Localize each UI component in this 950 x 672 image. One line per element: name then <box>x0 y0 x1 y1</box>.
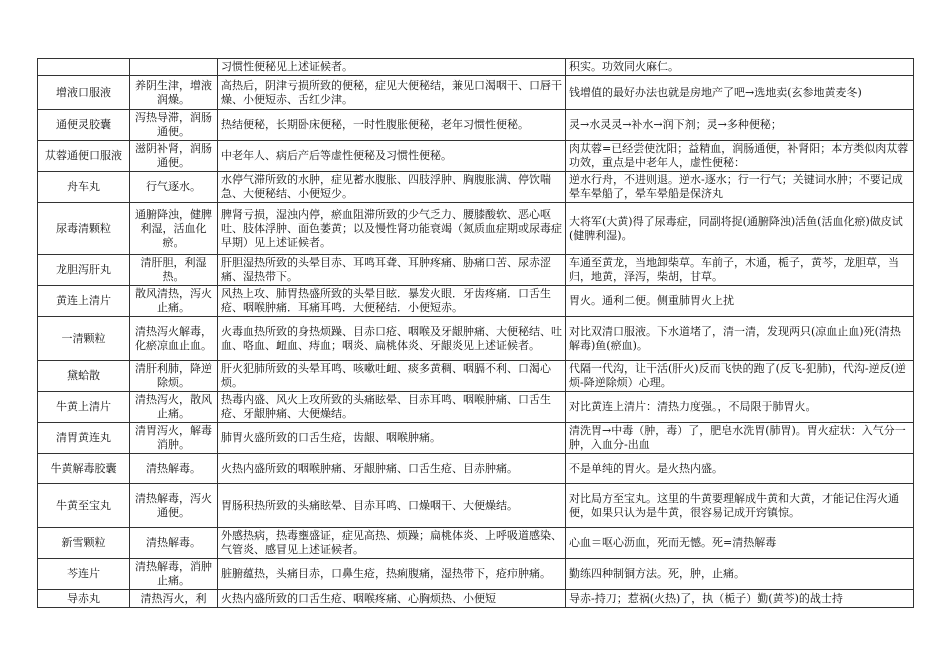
table-row <box>38 172 914 203</box>
function-cell: 清热泻火解毒，化瘀凉血止血。 <box>130 317 218 361</box>
medicine-table-sheet <box>37 58 913 608</box>
mnemonic-cell: 逆水行舟，不进则退。逆水-逐水；行一行气；关键词水肿；不要记成晕车晕船了，晕车晕船是保济丸 <box>566 172 914 203</box>
table-body <box>38 59 914 608</box>
mnemonic-cell: 灵→水灵灵→补水→润下剂；灵→多种便秘； <box>566 110 914 141</box>
drug-name-cell: 芩连片 <box>38 559 130 590</box>
table-row <box>38 317 914 361</box>
function-cell <box>130 59 218 76</box>
indication-cell: 脾肾亏损，湿浊内停，瘀血阻滞所致的少气乏力、腰膝酸软、恶心呕吐、肢体浮肿、面色萎黄；以及慢性肾功能衰竭（氮质血症期或尿毒症早期）见上述证候者。 <box>218 203 566 255</box>
function-cell: 清热泻火，散风止痛。 <box>130 392 218 423</box>
indication-cell: 胃肠积热所致的头痛眩晕、目赤耳鸣、口燥咽干、大便燥结。 <box>218 484 566 528</box>
table-row <box>38 590 914 608</box>
mnemonic-cell: 胃火。通利二便。侧重肺胃火上扰 <box>566 286 914 317</box>
drug-name-cell <box>38 59 130 76</box>
table-row <box>38 423 914 454</box>
indication-cell: 习惯性便秘见上述证候者。 <box>218 59 566 76</box>
function-cell: 清热解毒。 <box>130 528 218 559</box>
mnemonic-cell: 钱增值的最好办法也就是房地产了吧→选地卖(玄参地黄麦冬) <box>566 76 914 110</box>
indication-cell: 外感热病，热毒壅盛证，症见高热、烦躁；扁桃体炎、上呼吸道感染、气管炎、感冒见上述证候者。 <box>218 528 566 559</box>
indication-cell: 风热上攻、肺胃热盛所致的头晕目眩．暴发火眼．牙齿疼痛．口舌生疮、咽喉肿痛．耳痛耳鸣．大便秘结．小便短赤。 <box>218 286 566 317</box>
table-row <box>38 203 914 255</box>
table-row <box>38 110 914 141</box>
drug-name-cell: 通便灵胶囊 <box>38 110 130 141</box>
table-row <box>38 141 914 172</box>
indication-cell: 中老年人、病后产后等虚性便秘及习惯性便秘。 <box>218 141 566 172</box>
function-cell: 清热解毒，消肿止痛。 <box>130 559 218 590</box>
mnemonic-cell: 对比局方至宝丸。这里的牛黄要理解成牛黄和大黄，才能记住泻火通便，如果只认为是牛黄，很容易记成开窍镇惊。 <box>566 484 914 528</box>
table-row <box>38 361 914 392</box>
indication-cell: 热毒内盛、风火上攻所致的头痛眩晕、目赤耳鸣、咽喉肿痛、口舌生疮、牙龈肿痛、大便燥结。 <box>218 392 566 423</box>
indication-cell: 火热内盛所致的咽喉肿痛、牙龈肿痛、口舌生疮、目赤肿痛。 <box>218 454 566 484</box>
indication-cell: 水停气滞所致的水肿，症见蓄水腹胀、四肢浮肿、胸腹胀满、停饮喘急、大便秘结、小便短少。 <box>218 172 566 203</box>
indication-cell: 高热后，阴津亏损所致的便秘，症见大便秘结，兼见口渴咽干、口唇干燥、小便短赤、舌红少津。 <box>218 76 566 110</box>
drug-name-cell: 一清颗粒 <box>38 317 130 361</box>
function-cell: 滋阴补肾，润肠通便。 <box>130 141 218 172</box>
function-cell: 清热泻火，利 <box>130 590 218 608</box>
mnemonic-cell: 积实。功效同火麻仁。 <box>566 59 914 76</box>
indication-cell: 肺胃火盛所致的口舌生疮，齿龈、咽喉肿痛。 <box>218 423 566 454</box>
function-cell: 养阴生津，增液润燥。 <box>130 76 218 110</box>
mnemonic-cell: 大将军(大黄)得了尿毒症，同副将捉(通腑降浊)活鱼(活血化瘀)做皮试(健脾利湿)。 <box>566 203 914 255</box>
drug-name-cell: 增液口服液 <box>38 76 130 110</box>
drug-name-cell: 龙胆泻肝丸 <box>38 255 130 286</box>
table-row <box>38 528 914 559</box>
table-row <box>38 255 914 286</box>
indication-cell: 热结便秘，长期卧床便秘，一时性腹胀便秘，老年习惯性便秘。 <box>218 110 566 141</box>
table-row <box>38 286 914 317</box>
indication-cell: 脏腑蕴热，头痛目赤，口鼻生疮，热痢腹痛，湿热带下，疮疖肿痛。 <box>218 559 566 590</box>
drug-name-cell: 舟车丸 <box>38 172 130 203</box>
mnemonic-cell: 清洗胃→中毒（肿，毒）了，肥皂水洗胃(肺胃)。胃火症状：入气分一肿，入血分-出血 <box>566 423 914 454</box>
drug-name-cell: 牛黄上清片 <box>38 392 130 423</box>
drug-name-cell: 导赤丸 <box>38 590 130 608</box>
mnemonic-cell: 肉苁蓉=已经尝使沈阳；益精血，润肠通便，补肾阳；本方类似肉苁蓉功效，重点是中老年人，虚性便秘： <box>566 141 914 172</box>
function-cell: 泻热导滞，润肠通便。 <box>130 110 218 141</box>
table-row <box>38 392 914 423</box>
function-cell: 清胃泻火，解毒消肿。 <box>130 423 218 454</box>
function-cell: 清肝胆，利湿热。 <box>130 255 218 286</box>
drug-name-cell: 牛黄解毒胶囊 <box>38 454 130 484</box>
mnemonic-cell: 车通至黄龙，当地卸柴草。车前子，木通，栀子，黄芩，龙胆草，当归，地黄，泽泻，柴胡，甘草。 <box>566 255 914 286</box>
table-row <box>38 484 914 528</box>
function-cell: 行气逐水。 <box>130 172 218 203</box>
function-cell: 清热解毒。 <box>130 454 218 484</box>
table-row <box>38 76 914 110</box>
drug-name-cell: 黄连上清片 <box>38 286 130 317</box>
indication-cell: 火毒血热所致的身热烦躁、目赤口疮、咽喉及牙龈肿痛、大便秘结、吐血、咯血、衄血、痔血；咽炎、扁桃体炎、牙龈炎见上述证候者。 <box>218 317 566 361</box>
function-cell: 散风清热，泻火止痛。 <box>130 286 218 317</box>
drug-name-cell: 尿毒清颗粒 <box>38 203 130 255</box>
drug-name-cell: 新雪颗粒 <box>38 528 130 559</box>
drug-name-cell: 苁蓉通便口服液 <box>38 141 130 172</box>
mnemonic-cell: 心血＝呕心沥血，死而无憾。死=清热解毒 <box>566 528 914 559</box>
indication-cell: 肝胆湿热所致的头晕目赤、耳鸣耳聋、耳肿疼痛、胁痛口苦、尿赤涩痛、湿热带下。 <box>218 255 566 286</box>
table-row <box>38 454 914 484</box>
mnemonic-cell: 对比黄连上清片：清热力度强。，不局限于肺胃火。 <box>566 392 914 423</box>
indication-cell: 肝火犯肺所致的头晕耳鸣、咳嗽吐衄、痰多黄稠、咽膈不利、口渴心烦。 <box>218 361 566 392</box>
indication-cell: 火热内盛所致的口舌生疮、咽喉疼痛、心胸烦热、小便短 <box>218 590 566 608</box>
function-cell: 通腑降浊，健脾利湿，活血化瘀。 <box>130 203 218 255</box>
mnemonic-cell: 对比双清口服液。下水道堵了，清一清，发现两只(凉血止血)死(清热解毒)鱼(瘀血)。 <box>566 317 914 361</box>
mnemonic-cell: 勤练四种制铜方法。死，肿，止痛。 <box>566 559 914 590</box>
mnemonic-cell: 不是单纯的胃火。是火热内盛。 <box>566 454 914 484</box>
mnemonic-cell: 导赤-持刀；惹祸(火热)了，执（栀子）勤(黄芩)的战士持 <box>566 590 914 608</box>
drug-name-cell: 牛黄至宝丸 <box>38 484 130 528</box>
function-cell: 清热解毒，泻火通便。 <box>130 484 218 528</box>
medicine-table <box>37 58 914 608</box>
drug-name-cell: 清胃黄连丸 <box>38 423 130 454</box>
function-cell: 清肝利肺，降逆除烦。 <box>130 361 218 392</box>
drug-name-cell: 黛蛤散 <box>38 361 130 392</box>
mnemonic-cell: 代隔一代沟，让干活(肝火)反而飞快的跑了(反飞-犯肺)，代沟-逆反(逆烦-降逆除烦）心理。 <box>566 361 914 392</box>
table-row <box>38 559 914 590</box>
table-row <box>38 59 914 76</box>
